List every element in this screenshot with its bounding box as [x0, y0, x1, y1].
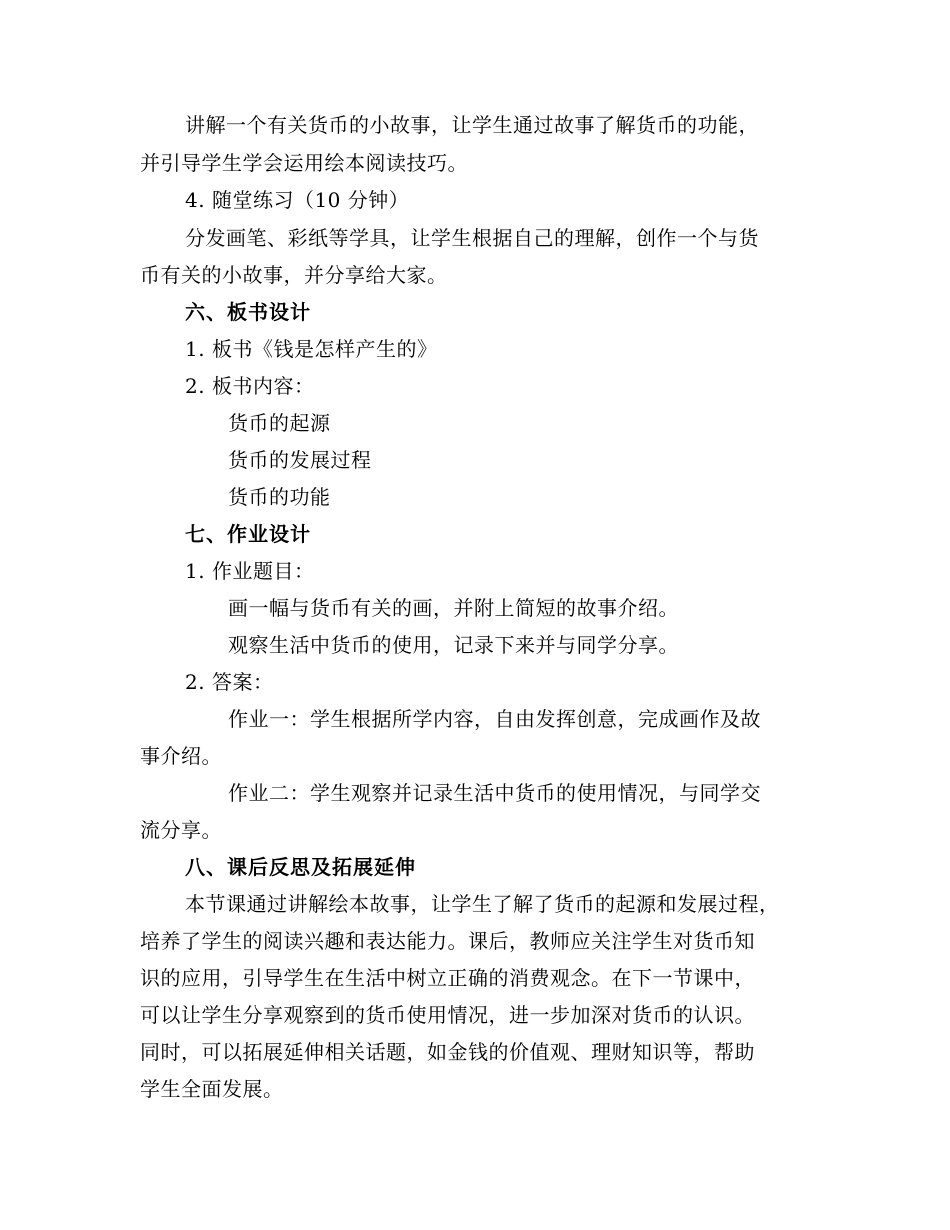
section-7-heading: 七、作业设计	[185, 522, 311, 546]
reflection-line: 培养了学生的阅读兴趣和表达能力。课后，教师应关注学生对货币知	[140, 929, 755, 953]
board-item-2: 2. 板书内容：	[185, 374, 315, 398]
answer-1-line: 事介绍。	[140, 744, 222, 768]
section-6-heading: 六、板书设计	[185, 300, 311, 324]
homework-item-1: 1. 作业题目：	[185, 559, 315, 583]
reflection-line: 可以让学生分享观察到的货币使用情况，进一步加深对货币的认识。	[140, 1003, 755, 1027]
section-8-heading: 八、课后反思及拓展延伸	[185, 855, 416, 879]
answer-1-line: 作业一：学生根据所学内容，自由发挥创意，完成画作及故	[228, 707, 761, 731]
answer-2-line: 作业二：学生观察并记录生活中货币的使用情况，与同学交	[228, 781, 761, 805]
board-item-1: 1. 板书《钱是怎样产生的》	[185, 337, 438, 361]
reflection-line: 本节课通过讲解绘本故事，让学生了解了货币的起源和发展过程，	[185, 892, 780, 916]
board-content-line: 货币的起源	[228, 411, 331, 435]
homework-item-2: 2. 答案：	[185, 670, 274, 694]
reflection-line: 识的应用，引导学生在生活中树立正确的消费观念。在下一节课中，	[140, 966, 755, 990]
story-paragraph-line: 讲解一个有关货币的小故事，让学生通过故事了解货币的功能，	[185, 113, 759, 137]
reflection-line: 同时，可以拓展延伸相关话题，如金钱的价值观、理财知识等，帮助	[140, 1040, 755, 1064]
story-paragraph-line: 并引导学生学会运用绘本阅读技巧。	[140, 151, 468, 175]
reflection-line: 学生全面发展。	[140, 1077, 284, 1101]
answer-2-line: 流分享。	[140, 818, 222, 842]
step-4-title: 4. 随堂练习（10 分钟）	[185, 188, 410, 212]
practice-paragraph-line: 币有关的小故事，并分享给大家。	[140, 263, 448, 287]
practice-paragraph-line: 分发画笔、彩纸等学具，让学生根据自己的理解，创作一个与货	[185, 226, 759, 250]
board-content-line: 货币的发展过程	[228, 448, 372, 472]
homework-topic-line: 观察生活中货币的使用，记录下来并与同学分享。	[228, 633, 679, 657]
homework-topic-line: 画一幅与货币有关的画，并附上简短的故事介绍。	[228, 596, 679, 620]
board-content-line: 货币的功能	[228, 485, 331, 509]
